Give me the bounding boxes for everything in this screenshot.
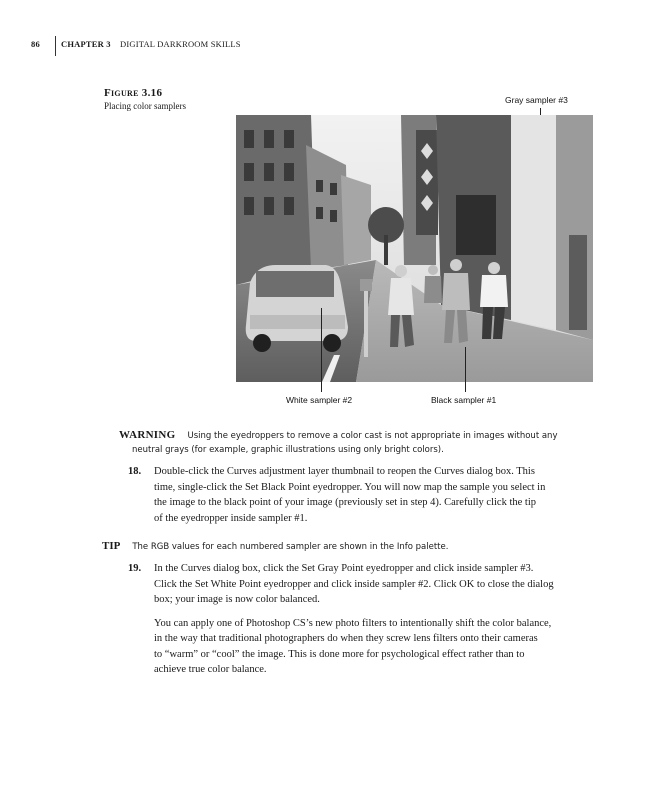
figure-caption: Placing color samplers xyxy=(104,101,186,111)
step-19-para2-line: in the way that traditional photographers do when they screw lens filters onto their cameras xyxy=(154,633,538,644)
chapter-title: DIGITAL DARKROOM SKILLS xyxy=(120,39,241,49)
gray-sampler-callout: Gray sampler #3 xyxy=(505,95,568,105)
figure-photo xyxy=(236,115,593,382)
header-divider xyxy=(55,36,56,56)
step-18-line: the image to the black point of your image (previously set in step 4). Carefully click the tip xyxy=(154,497,536,508)
step-19-para2-line: achieve true color balance. xyxy=(154,664,267,675)
white-callout-line xyxy=(321,308,322,392)
step-number: 18. xyxy=(128,466,142,477)
page-number: 86 xyxy=(31,39,40,49)
step-19-para2-line: You can apply one of Photoshop CS’s new photo filters to intentionally shift the color balance, xyxy=(154,617,552,629)
tip-text: The RGB values for each numbered sampler are shown in the Info palette. xyxy=(132,542,449,552)
step-number: 19. xyxy=(128,563,142,574)
step-19 xyxy=(128,561,618,681)
figure-label: Figure 3.16 xyxy=(104,87,163,99)
step-18-line: Double-click the Curves adjustment layer thumbnail to reopen the Curves dialog box. This xyxy=(154,466,535,477)
step-18 xyxy=(128,464,618,528)
warning-line-2: neutral grays (for example, graphic illustrations using only bright colors). xyxy=(132,445,444,455)
step-19-line: Click the Set White Point eyedropper and click inside sampler #2. Click OK to close the dialog xyxy=(154,578,554,590)
step-19-line: In the Curves dialog box, click the Set Gray Point eyedropper and click inside sampler #3. xyxy=(154,563,534,574)
step-19-para2-line: to “warm” or “cool” the image. This is done more for psychological effect rather than to xyxy=(154,648,525,660)
white-sampler-callout: White sampler #2 xyxy=(286,395,353,405)
tip-note xyxy=(102,540,612,552)
black-callout-line xyxy=(465,347,466,392)
chapter-label: CHAPTER 3 xyxy=(61,39,111,49)
warning-keyword: WARNING xyxy=(119,429,176,441)
black-sampler-callout: Black sampler #1 xyxy=(431,395,497,405)
step-18-line: of the eyedropper inside sampler #1. xyxy=(154,512,308,524)
step-19-line: box; your image is now color balanced. xyxy=(154,594,320,605)
warning-line-1: Using the eyedroppers to remove a color cast is not appropriate in images without any xyxy=(187,431,558,441)
step-18-line: time, single-click the Set Black Point eyedropper. You will now map the sample you select in xyxy=(154,481,546,493)
tip-keyword: TIP xyxy=(102,540,121,552)
warning-note xyxy=(119,428,609,457)
